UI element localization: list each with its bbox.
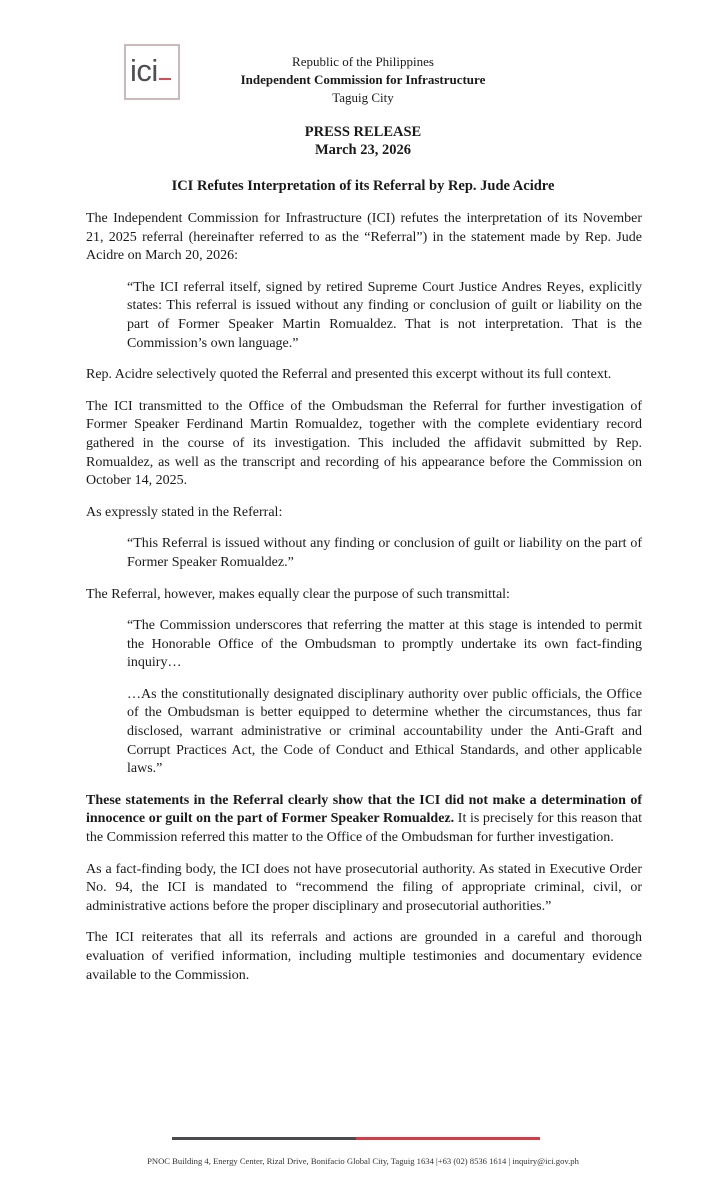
logo-text: ici [130, 53, 158, 88]
body-paragraph: The ICI reiterates that all its referrals and actions are grounded in a careful and thorough evaluation of verified information, including multiple testimonies and documentary evidence available to the Commission. [86, 930, 642, 983]
paragraph-continuation: It is precisely for this reason that the Commission referred this matter to the Office of the Ombudsman for further investigation. [86, 811, 642, 846]
emphasized-statement: These statements in the Referral clearly show that the ICI did not make a determination of innocence or guilt on the part of Former Speaker Romualdez. [86, 792, 642, 827]
body-paragraph: The Referral, however, makes equally clear the purpose of such transmittal: [86, 586, 510, 602]
city-line: Taguig City [332, 90, 394, 105]
footer-divider [172, 1137, 540, 1140]
footer-divider-dark [172, 1137, 356, 1140]
body-paragraph: The ICI transmitted to the Office of the Ombudsman the Referral for further investigation of Former Speaker Ferdinand Martin Romualdez, together with the complete evidentiary record gathered in the course of its investigation. This included the affidavit submitted by Rep. Romualdez, as well as the transcript and recording of his appearance before the Commission on October 14, 2025. [86, 398, 642, 489]
quoted-statement: “This Referral is issued without any finding or conclusion of guilt or liability on the part of Former Speaker Romualdez.” [127, 536, 642, 570]
press-release-label: PRESS RELEASE [304, 124, 422, 140]
body-paragraph: Rep. Acidre selectively quoted the Referral and presented this excerpt without its full context. [86, 367, 612, 383]
quoted-statement: …As the constitutionally designated disciplinary authority over public officials, the Office of the Ombudsman is better equipped to determine whether the circumstances, thus far disclosed, warrant administrative or criminal accountability under the Anti-Graft and Corrupt Practices Act, the Code of Conduct and Ethical Standards, and other applicable laws.” [127, 686, 642, 777]
release-date: March 23, 2026 [315, 142, 411, 158]
release-body [86, 210, 642, 998]
commission-name: Independent Commission for Infrastructure [240, 72, 486, 87]
release-headline: ICI Refutes Interpretation of its Referral by Rep. Jude Acidre [171, 178, 555, 194]
release-title-block [0, 123, 726, 159]
body-paragraph: The Independent Commission for Infrastructure (ICI) refutes the interpretation of its November 21, 2025 referral (hereinafter referred to as the “Referral”) in the statement made by Rep. Jude Acidre on March 20, 2026: [86, 211, 642, 264]
quoted-statement: “The ICI referral itself, signed by retired Supreme Court Justice Andres Reyes, explicitly states: This referral is issued without any finding or conclusion of guilt or liability on the part of Former Speaker Martin Romualdez. That is not interpretation. That is the Commission’s own language.” [127, 279, 642, 351]
body-paragraph [86, 792, 642, 848]
body-paragraph: As expressly stated in the Referral: [86, 504, 283, 520]
quoted-statement: “The Commission underscores that referring the matter at this stage is intended to permit the Honorable Office of the Ombudsman to promptly undertake its own fact-finding inquiry… [127, 618, 642, 671]
letterhead [0, 53, 726, 107]
body-paragraph: As a fact-finding body, the ICI does not have prosecutorial authority. As stated in Executive Order No. 94, the ICI is mandated to “recommend the filing of appropriate criminal, civil, or administrative actions before the proper disciplinary and prosecutorial authorities.” [86, 861, 642, 914]
republic-line: Republic of the Philippines [292, 54, 434, 69]
footer-divider-red [356, 1137, 540, 1140]
footer-address: PNOC Building 4, Energy Center, Rizal Drive, Bonifacio Global City, Taguig 1634 |+63 (02) 8536 1614 | inquiry@ici.gov.ph [147, 1156, 579, 1166]
